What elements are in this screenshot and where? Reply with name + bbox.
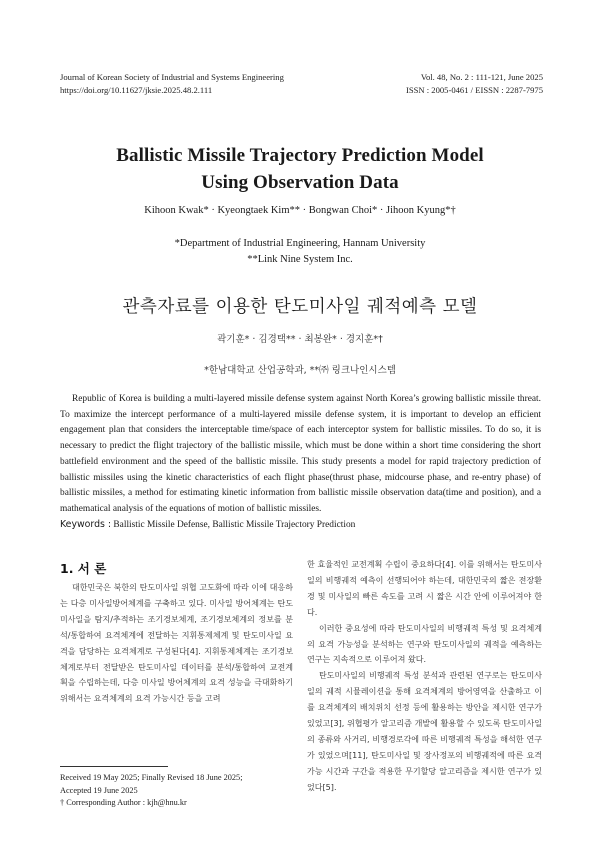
corresponding-author: † Corresponding Author : kjh@hnu.kr [60,798,187,808]
affiliations-korean: *한남대학교 산업공학과, **㈜ 링크나인시스템 [204,365,396,376]
paper-title-line1: Ballistic Missile Trajectory Prediction Model [116,145,484,166]
issue-header [406,71,543,97]
body-paragraph: 이러한 중요성에 따라 탄도미사일의 비행궤적 특성 및 요격체계의 요격 가능성을 분석하는 연구와 탄도미사일의 궤적을 예측하는 연구는 지속적으로 이루어져 왔다. [307,623,542,665]
accepted-date: Accepted 19 June 2025 [60,785,138,795]
footnote-divider [60,766,168,767]
body-column-left [60,580,293,707]
keywords-text: Ballistic Missile Defense, Ballistic Missile Trajectory Prediction [113,520,356,530]
volume-info: Vol. 48, No. 2 : 111-121, June 2025 [420,72,543,82]
issn-info: ISSN : 2005-0461 / EISSN : 2287-7975 [405,85,543,95]
paper-title-korean: 관측자료를 이용한 탄도미사일 궤적예측 모델 [122,297,478,317]
body-paragraph: 한 효율적인 교전계획 수립이 중요하다[4]. 이를 위해서는 탄도미사일의 비행궤적 예측이 선행되어야 하는데, 대한민국의 짧은 전장환경 및 미사일의 빠른 속도를 고려 시 짧은 시간 안에 이루어져야 한다. [307,560,542,617]
section-heading: 1. 서 론 [60,561,107,576]
keywords [60,519,550,530]
affiliations-en [0,236,600,268]
paper-title [0,142,600,196]
authors-korean: 곽기훈* · 김경택** · 최봉완* · 경지훈*† [217,334,383,345]
journal-name: Journal of Korean Society of Industrial and Systems Engineering [60,72,284,82]
paper-title-line2: Using Observation Data [201,172,399,193]
journal-header [60,71,284,97]
received-date: Received 19 May 2025; Finally Revised 18 June 2025; [60,773,243,782]
affiliation-2: **Link Nine System Inc. [247,254,353,265]
keywords-label: Keywords : [60,519,112,530]
footnote [60,772,243,810]
body-paragraph: 대한민국은 북한의 탄도미사일 위협 고도화에 따라 이에 대응하는 다층 미사일방어체계를 구축하고 있다. 미사일 방어체계는 탄도미사일을 탐지/추적하는 조기경보체계, 조기경보체계의 정보를 분석/통합하여 요격체계에 전달하는 지휘통제체계 및 탄도미사일 요격을 담당하는 요격체계로 구성된다[4]. 지휘통제체계는 조기경보체계로부터 전달받은 탄도미사일 데이터를 분석/통합하여 교전계획을 수립하는데, 다층 미사일 방어체계의 요격 성능을 극대화하기 위해서는 요격체계의 요격 가능시간 등을 고려 [60,583,293,704]
body-paragraph: 탄도미사일의 비행궤적 특성 분석과 관련된 연구로는 탄도미사일의 궤적 시뮬레이션을 통해 요격체계의 방어영역을 산출하고 이를 요격체계의 배치위치 선정 등에 활용하는 방안을 제시한 연구가 있었고[3], 위협평가 알고리즘 개발에 활용할 수 있도록 탄도미사일의 종류와 사거리, 비행경로각에 따른 비행궤적 특성을 해석한 연구가 있었으며[11], 탄도미사일 및 장사정포의 비행궤적에 따른 요격 가능 시간과 구간을 적용한 무기할당 알고리즘을 제시한 연구가 있었다[5]. [307,671,542,792]
affiliation-1: *Department of Industrial Engineering, Hannam University [174,238,426,249]
abstract: Republic of Korea is building a multi-layered missile defense system against North Korea’s growing ballistic missile threat. To maximize the intercept performance of a multi-layered missile defense system, it is important to develop an efficient engagement plan that considers the interceptable time/space of each interceptor system for ballistic missiles. To do so, it is necessary to predict the flight trajectory of the ballistic missile, which must be done within a short time considering the short battlefield environment and the speed of the ballistic missile. This study presents a model for rapid trajectory prediction of ballistic missiles using the kinetic characteristics of each flight phase(thrust phase, midcourse phase, and re-entry phase) of ballistic missiles, a method for estimating kinetic information from ballistic missile observation data(time and position), and a mathematical analysis of the equations of motion of ballistic missiles. [60,394,541,514]
body-column-right [307,557,542,796]
doi-link[interactable]: https://doi.org/10.11627/jksie.2025.48.2.111 [60,85,213,95]
authors-en: Kihoon Kwak* · Kyeongtaek Kim** · Bongwan Choi* · Jihoon Kyung*† [144,205,456,216]
